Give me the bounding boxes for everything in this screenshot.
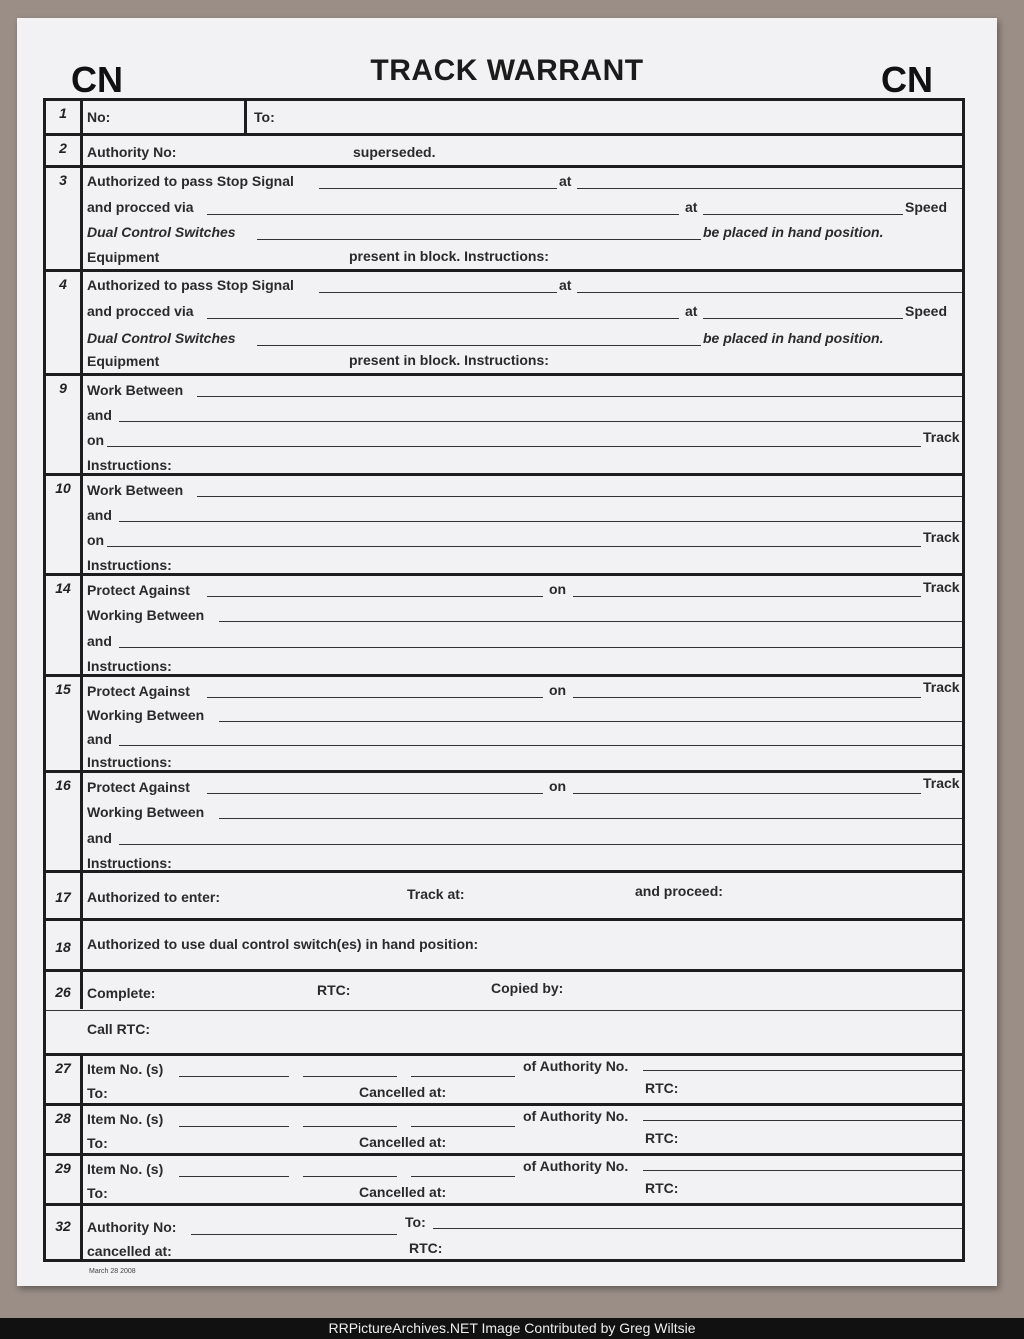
- section-number: 18: [46, 921, 83, 969]
- section-27: [46, 1056, 962, 1106]
- protect-against-field[interactable]: [207, 596, 543, 597]
- instructions-label: Instructions:: [87, 457, 172, 473]
- track-warrant-form-sheet: [17, 18, 997, 1286]
- page-title: TRACK WARRANT: [370, 54, 644, 87]
- present-in-block-label: present in block. Instructions:: [349, 248, 549, 264]
- to-field[interactable]: [433, 1228, 962, 1229]
- on-label: on: [87, 432, 105, 448]
- at-label: at: [559, 173, 572, 189]
- track-label: Track: [923, 679, 960, 695]
- item-no-label: Item No. (s): [87, 1111, 164, 1127]
- working-between-field[interactable]: [219, 721, 962, 722]
- track-at-label: Track at:: [407, 886, 465, 902]
- section-number: 9: [46, 376, 83, 473]
- at-field[interactable]: [577, 292, 962, 293]
- protect-against-label: Protect Against: [87, 582, 190, 598]
- dual-control-hand-label: Authorized to use dual control switch(es) in hand position:: [87, 936, 479, 952]
- and-label: and: [87, 507, 112, 523]
- on-track-field[interactable]: [107, 446, 921, 447]
- image-credit: RRPictureArchives.NET Image Contributed by Greg Wiltsie: [0, 1318, 1024, 1339]
- item-field-1[interactable]: [179, 1076, 289, 1077]
- section-18: [46, 921, 962, 972]
- dual-control-label: Dual Control Switches: [87, 330, 236, 346]
- dual-control-label: Dual Control Switches: [87, 224, 236, 240]
- track-label: Track: [923, 775, 960, 791]
- section-9: [46, 376, 962, 476]
- section-26: [46, 972, 962, 1056]
- item-field-2[interactable]: [303, 1076, 397, 1077]
- on-track-field[interactable]: [107, 546, 921, 547]
- work-between-field[interactable]: [197, 496, 962, 497]
- proceed-via-label: and procced via: [87, 199, 194, 215]
- present-in-block-label: present in block. Instructions:: [349, 352, 549, 368]
- complete-label: Complete:: [87, 985, 156, 1001]
- item-field-2[interactable]: [303, 1126, 397, 1127]
- section-number: 26: [46, 972, 83, 1009]
- rtc-label: RTC:: [317, 982, 351, 998]
- rtc-label: RTC:: [645, 1080, 679, 1096]
- and-field[interactable]: [119, 421, 962, 422]
- section-14: [46, 576, 962, 677]
- at-field[interactable]: [577, 188, 962, 189]
- track-label: Track: [923, 429, 960, 445]
- on-field[interactable]: [573, 697, 921, 698]
- working-between-label: Working Between: [87, 804, 205, 820]
- at-field-2[interactable]: [703, 318, 903, 319]
- cancelled-at-label: Cancelled at:: [359, 1134, 447, 1150]
- of-authority-label: of Authority No.: [523, 1108, 629, 1124]
- cn-logo-right-text: CN: [881, 59, 933, 100]
- cancelled-at-label: Cancelled at:: [359, 1084, 447, 1100]
- item-field-2[interactable]: [303, 1176, 397, 1177]
- to-label: To:: [254, 109, 275, 125]
- section-number: 29: [46, 1156, 83, 1203]
- working-between-field[interactable]: [219, 818, 962, 819]
- cancelled-at-label: cancelled at:: [87, 1243, 172, 1259]
- authority-no-field[interactable]: [191, 1234, 397, 1235]
- section-28: [46, 1106, 962, 1156]
- section-1: [46, 101, 962, 136]
- item-no-label: Item No. (s): [87, 1161, 164, 1177]
- on-field[interactable]: [573, 793, 921, 794]
- authority-no-field[interactable]: [643, 1120, 962, 1121]
- section-10: [46, 476, 962, 576]
- section-16: [46, 773, 962, 873]
- item-field-1[interactable]: [179, 1176, 289, 1177]
- work-between-label: Work Between: [87, 482, 184, 498]
- on-label: on: [549, 581, 567, 597]
- dual-control-field[interactable]: [257, 345, 701, 346]
- section-2: [46, 136, 962, 168]
- section-number: 17: [46, 873, 83, 918]
- section-number: 4: [46, 272, 83, 373]
- at-field-2[interactable]: [703, 214, 903, 215]
- item-field-1[interactable]: [179, 1126, 289, 1127]
- section-number: 10: [46, 476, 83, 573]
- cancelled-at-label: Cancelled at:: [359, 1184, 447, 1200]
- section-15: [46, 677, 962, 773]
- instructions-label: Instructions:: [87, 557, 172, 573]
- and-proceed-label: and proceed:: [635, 883, 723, 899]
- authority-no-label: Authority No:: [87, 144, 177, 160]
- working-between-field[interactable]: [219, 621, 962, 622]
- call-rtc-label: Call RTC:: [87, 1021, 150, 1037]
- working-between-label: Working Between: [87, 607, 205, 623]
- section-number: 16: [46, 773, 83, 870]
- item-field-3[interactable]: [411, 1126, 515, 1127]
- pass-stop-signal-label: Authorized to pass Stop Signal: [87, 173, 294, 189]
- section-number: 32: [46, 1206, 83, 1262]
- on-label: on: [87, 532, 105, 548]
- to-label: To:: [87, 1085, 108, 1101]
- on-label: on: [549, 682, 567, 698]
- on-field[interactable]: [573, 596, 921, 597]
- section-number: 1: [46, 101, 83, 133]
- section-4: [46, 272, 962, 376]
- at-label: at: [685, 199, 698, 215]
- track-label: Track: [923, 579, 960, 595]
- no-label: No:: [87, 109, 111, 125]
- work-between-field[interactable]: [197, 396, 962, 397]
- authority-no-field[interactable]: [643, 1070, 962, 1071]
- working-between-label: Working Between: [87, 707, 205, 723]
- instructions-label: Instructions:: [87, 855, 172, 871]
- protect-against-field[interactable]: [207, 793, 543, 794]
- item-field-3[interactable]: [411, 1076, 515, 1077]
- section-number: 3: [46, 168, 83, 269]
- stop-signal-field[interactable]: [319, 188, 557, 189]
- warrant-form: [43, 98, 965, 1262]
- authority-no-label: Authority No:: [87, 1219, 177, 1235]
- superseded-label: superseded.: [353, 144, 436, 160]
- and-field[interactable]: [119, 745, 962, 746]
- and-field[interactable]: [119, 647, 962, 648]
- instructions-label: Instructions:: [87, 658, 172, 674]
- authority-no-field[interactable]: [643, 1170, 962, 1171]
- and-field[interactable]: [119, 844, 962, 845]
- to-label: To:: [87, 1185, 108, 1201]
- section-number: 27: [46, 1056, 83, 1103]
- speed-label: Speed: [905, 199, 948, 215]
- section-number: 2: [46, 136, 83, 165]
- and-label: and: [87, 731, 112, 747]
- on-label: on: [549, 778, 567, 794]
- protect-against-label: Protect Against: [87, 683, 190, 699]
- hand-position-label: be placed in hand position.: [703, 224, 884, 240]
- rtc-label: RTC:: [645, 1180, 679, 1196]
- hand-position-label: be placed in hand position.: [703, 330, 884, 346]
- at-label: at: [685, 303, 698, 319]
- and-label: and: [87, 633, 112, 649]
- and-label: and: [87, 830, 112, 846]
- section-number: 15: [46, 677, 83, 770]
- dual-control-field[interactable]: [257, 239, 701, 240]
- of-authority-label: of Authority No.: [523, 1058, 629, 1074]
- form-date: March 28 2008: [89, 1268, 136, 1275]
- protect-against-label: Protect Against: [87, 779, 190, 795]
- stop-signal-field[interactable]: [319, 292, 557, 293]
- section-17: [46, 873, 962, 921]
- proceed-via-field[interactable]: [207, 318, 679, 319]
- and-field[interactable]: [119, 521, 962, 522]
- rtc-label: RTC:: [645, 1130, 679, 1146]
- authorized-to-enter-label: Authorized to enter:: [87, 889, 220, 905]
- at-label: at: [559, 277, 572, 293]
- rtc-label: RTC:: [409, 1240, 443, 1256]
- instructions-label: Instructions:: [87, 754, 172, 770]
- equipment-label: Equipment: [87, 249, 160, 265]
- and-label: and: [87, 407, 112, 423]
- section-32: [46, 1206, 962, 1262]
- to-label: To:: [87, 1135, 108, 1151]
- item-no-label: Item No. (s): [87, 1061, 164, 1077]
- equipment-label: Equipment: [87, 353, 160, 369]
- copied-by-label: Copied by:: [491, 980, 564, 996]
- section-number: 14: [46, 576, 83, 674]
- proceed-via-label: and procced via: [87, 303, 194, 319]
- section-29: [46, 1156, 962, 1206]
- cn-logo-left-text: CN: [71, 59, 123, 100]
- work-between-label: Work Between: [87, 382, 184, 398]
- to-label: To:: [405, 1214, 426, 1230]
- section-3: [46, 168, 962, 272]
- pass-stop-signal-label: Authorized to pass Stop Signal: [87, 277, 294, 293]
- item-field-3[interactable]: [411, 1176, 515, 1177]
- speed-label: Speed: [905, 303, 948, 319]
- section-number: 28: [46, 1106, 83, 1153]
- of-authority-label: of Authority No.: [523, 1158, 629, 1174]
- proceed-via-field[interactable]: [207, 214, 679, 215]
- track-label: Track: [923, 529, 960, 545]
- protect-against-field[interactable]: [207, 697, 543, 698]
